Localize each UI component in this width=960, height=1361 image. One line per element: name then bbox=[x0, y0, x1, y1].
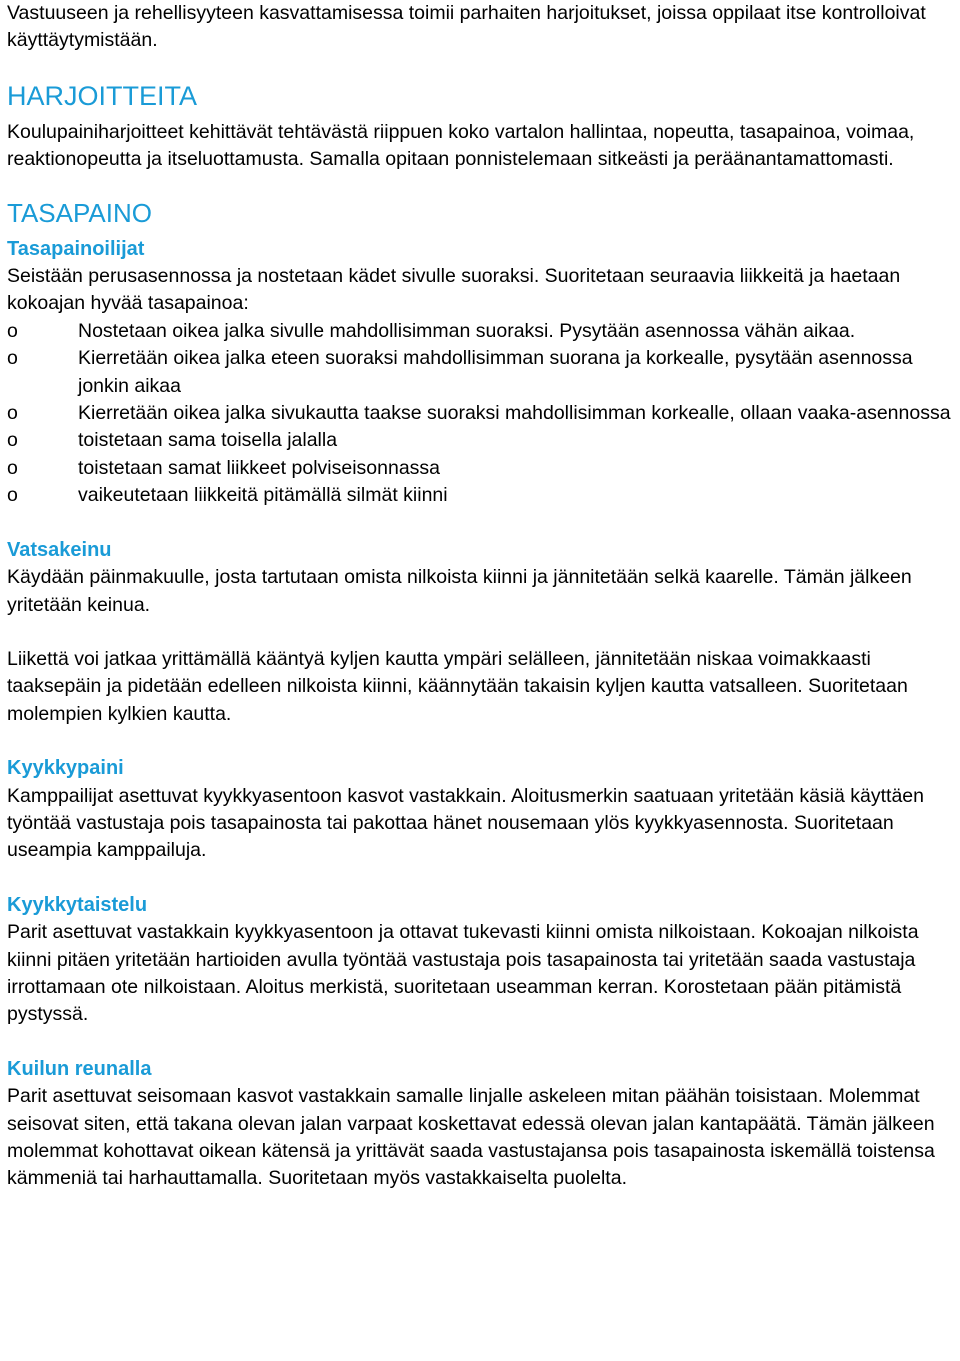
list-item bbox=[7, 400, 957, 427]
list-item bbox=[7, 318, 957, 345]
list-item-text: Nostetaan oikea jalka sivulle mahdollisimman suoraksi. Pysytään asennossa vähän aikaa. bbox=[78, 319, 856, 342]
subsection-heading: TASAPAINO bbox=[7, 197, 152, 228]
exercise-title: Vatsakeinu bbox=[7, 538, 112, 561]
exercise-description-continued: Liikettä voi jatkaa yrittämällä kääntyä kyljen kautta ympäri selälleen, jännitetään niskaa voimakkaasti taaksepäin ja pidetään edelleen nilkoista kiinni, käännytään takaisin kyljen kautta vatsalleen. Suoritetaan molempien kylkien kautta. bbox=[7, 647, 908, 725]
list-item bbox=[7, 427, 957, 454]
exercise-tasapainoilijat bbox=[7, 236, 957, 510]
list-item bbox=[7, 345, 957, 400]
intro-paragraph: Vastuuseen ja rehellisyyteen kasvattamisessa toimii parhaiten harjoitukset, joissa oppilaat itse kontrolloivat käyttäytymistään. bbox=[7, 2, 926, 52]
exercise-title: Kuilun reunalla bbox=[7, 1057, 152, 1080]
exercise-description: Kamppailijat asettuvat kyykkyasentoon kasvot vastakkain. Aloitusmerkin saatuaan yritetään käsiä käyttäen työntää vastustaja pois tasapainosta tai pakottaa hänet nousemaan ylös kyykkyasennosta. Suoritetaan useampia kamppailuja. bbox=[7, 784, 924, 862]
exercise-steps-list bbox=[7, 318, 957, 510]
exercise-kuilun-reunalla bbox=[7, 1056, 957, 1193]
exercise-title: Kyykkypaini bbox=[7, 757, 124, 780]
list-item-text: Kierretään oikea jalka sivukautta taakse suoraksi mahdollisimman korkealle, ollaan vaaka-asennossa bbox=[78, 402, 951, 425]
list-item bbox=[7, 455, 957, 482]
section-heading: HARJOITTEITA bbox=[7, 80, 198, 111]
exercise-kyykkypaini bbox=[7, 755, 957, 865]
exercise-kyykkytaistelu bbox=[7, 892, 957, 1029]
list-item-text: vaikeutetaan liikkeitä pitämällä silmät kiinni bbox=[78, 484, 448, 507]
paragraph-spacer bbox=[7, 619, 957, 646]
list-item-text: Kierretään oikea jalka eteen suoraksi mahdollisimman suorana ja korkealle, pysytään asennossa jonkin aikaa bbox=[78, 347, 913, 397]
document-page bbox=[7, 0, 957, 1193]
exercise-description: Parit asettuvat seisomaan kasvot vastakkain samalle linjalle askeleen mitan päähän toisistaan. Molemmat seisovat siten, että takana olevan jalan varpaat koskettavat edessä olevan jalan kantapäätä. Tämän jälkeen molemmat kohottavat oikean kätensä ja yrittävät saada vastustajansa pois tasapainosta iskemällä toistensa kämmeniä tai harhauttamalla. Suoritetaan myös vastakkaiselta puolelta. bbox=[7, 1085, 935, 1190]
list-item bbox=[7, 482, 957, 509]
exercise-description: Seistään perusasennossa ja nostetaan kädet sivulle suoraksi. Suoritetaan seuraavia liikkeitä ja haetaan kokoajan hyvää tasapainoa: bbox=[7, 265, 901, 315]
exercise-title: Kyykkytaistelu bbox=[7, 893, 148, 916]
bullet-marker: o bbox=[7, 402, 18, 425]
bullet-marker: o bbox=[7, 319, 18, 342]
exercise-vatsakeinu bbox=[7, 537, 957, 728]
section-paragraph: Koulupainiharjoitteet kehittävät tehtävästä riippuen koko vartalon hallintaa, nopeutta, tasapainoa, voimaa, reaktionopeutta ja itseluottamusta. Samalla opitaan ponnistelemaan sitkeästi ja peräänantamattomasti. bbox=[7, 120, 915, 171]
exercise-description: Käydään päinmakuulle, josta tartutaan omista nilkoista kiinni ja jännitetään selkä kaarelle. Tämän jälkeen yritetään keinua. bbox=[7, 566, 912, 616]
list-item-text: toistetaan samat liikkeet polviseisonnassa bbox=[78, 456, 441, 479]
bullet-marker: o bbox=[7, 429, 18, 452]
exercise-title: Tasapainoilijat bbox=[7, 237, 145, 260]
bullet-marker: o bbox=[7, 456, 18, 479]
exercise-description: Parit asettuvat vastakkain kyykkyasentoon ja ottavat tukevasti kiinni omista nilkoistaan. Kokoajan nilkoista kiinni pitäen yritetään hartioiden avulla työntää vastustaja pois tasapainosta tai yritetään saada vastustaja irrottamaan ote nilkoistaan. Aloitus merkistä, suoritetaan useamman kerran. Korostetaan pään pitämistä pystyssä. bbox=[7, 921, 919, 1026]
bullet-marker: o bbox=[7, 484, 18, 507]
list-item-text: toistetaan sama toisella jalalla bbox=[78, 429, 338, 452]
bullet-marker: o bbox=[7, 347, 18, 370]
